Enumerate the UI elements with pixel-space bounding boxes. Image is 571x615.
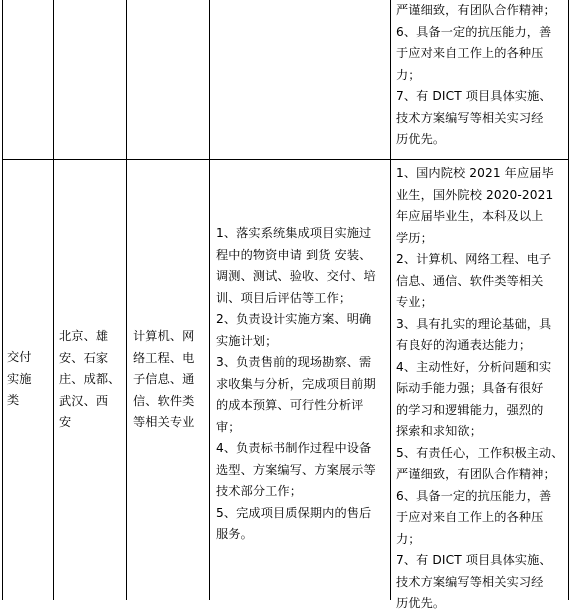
requirement-line: 4、主动性好，分析问题和实 — [396, 359, 552, 374]
requirement-line: 技术方案编写等相关实习经 — [396, 574, 544, 589]
requirement-line: 5、有责任心，工作积极主动、 — [396, 445, 564, 460]
requirement-line: 的学习和逻辑能力，强烈的 — [396, 402, 544, 417]
column-divider-1 — [53, 0, 54, 600]
duty-line: 3、负责售前的现场勘察、需 — [216, 355, 372, 369]
category-line: 交付 — [7, 350, 32, 364]
row2-major-cell — [133, 326, 209, 434]
duty-line: 实施计划； — [216, 333, 278, 348]
duty-line: 的成本预算、可行性分析评 — [216, 398, 364, 412]
duty-line: 4、负责标书制作过程中设备 — [216, 441, 372, 455]
requirement-line: 专业； — [396, 295, 433, 309]
requirement-line: 7、有 DICT 项目具体实施、 — [396, 89, 552, 103]
duty-line: 1、落实系统集成项目实施过 — [216, 226, 372, 240]
row2-duties-cell — [216, 223, 390, 546]
requirement-line: 探索和求知欲； — [396, 424, 483, 438]
requirement-line: 信息、通信、软件类等相关 — [396, 273, 544, 288]
row-divider — [2, 159, 569, 160]
requirement-line: 技术方案编写等相关实习经 — [396, 110, 544, 125]
duty-line: 训、项目后评估等工作； — [216, 290, 352, 305]
major-line: 信、软件类 — [133, 393, 195, 408]
requirement-line: 7、有 DICT 项目具体实施、 — [396, 553, 552, 567]
duty-line: 2、负责设计实施方案、明确 — [216, 312, 372, 326]
category-line: 实施 — [7, 371, 32, 386]
requirement-line: 于应对来自工作上的各种压 — [396, 510, 544, 524]
requirement-line: 严谨细致，有团队合作精神； — [396, 3, 556, 17]
requirement-line: 力； — [396, 67, 421, 82]
requirement-line: 6、具备一定的抗压能力，善 — [396, 24, 552, 39]
location-line: 安 — [59, 415, 72, 429]
row2-location-cell — [59, 326, 125, 434]
duty-line: 技术部分工作； — [216, 484, 303, 498]
location-line: 北京、雄 — [59, 329, 109, 343]
column-divider-2 — [126, 0, 127, 600]
duty-line: 求收集与分析，完成项目前期 — [216, 376, 376, 391]
requirement-line: 历优先。 — [396, 132, 446, 146]
requirement-line: 3、具有扎实的理论基础，具 — [396, 316, 552, 331]
table-border-left — [2, 0, 3, 600]
location-line: 庄、成都、 — [59, 372, 121, 386]
major-line: 计算机、网 — [133, 329, 195, 343]
requirement-line: 6、具备一定的抗压能力，善 — [396, 488, 552, 503]
location-line: 武汉、西 — [59, 393, 109, 408]
location-line: 安、石家 — [59, 350, 109, 365]
requirement-line: 学历； — [396, 230, 433, 245]
duty-line: 程中的物资申请 到货 安装、 — [216, 247, 372, 262]
requirement-line: 1、国内院校 2021 年应届毕 — [396, 166, 554, 180]
table-border-right — [568, 0, 569, 600]
major-line: 络工程、电 — [133, 350, 195, 365]
requirement-line: 际动手能力强；具备有很好 — [396, 381, 544, 395]
requirement-line: 2、计算机、网络工程、电子 — [396, 252, 552, 266]
requirement-line: 于应对来自工作上的各种压 — [396, 46, 544, 60]
duty-line: 服务。 — [216, 527, 253, 541]
major-line: 等相关专业 — [133, 415, 195, 429]
requirement-line: 有良好的沟通表达能力； — [396, 338, 532, 352]
duty-line: 5、完成项目质保期内的售后 — [216, 505, 372, 520]
requirement-line: 年应届毕业生，本科及以上 — [396, 209, 544, 223]
row2-category-cell — [7, 347, 51, 412]
major-line: 子信息、通 — [133, 372, 195, 386]
requirement-line: 业生，国外院校 2020-2021 — [396, 187, 554, 202]
duty-line: 调测、测试、验收、交付、培 — [216, 269, 376, 283]
category-line: 类 — [7, 393, 20, 407]
row1-requirements-cell — [396, 0, 568, 151]
requirement-line: 力； — [396, 531, 421, 546]
duty-line: 选型、方案编写、方案展示等 — [216, 462, 376, 477]
column-divider-3 — [209, 0, 210, 600]
column-divider-4 — [390, 0, 391, 600]
requirement-line: 严谨细致，有团队合作精神； — [396, 467, 556, 481]
requirement-line: 历优先。 — [396, 596, 446, 610]
row2-requirements-cell — [396, 163, 568, 615]
duty-line: 审； — [216, 419, 241, 434]
